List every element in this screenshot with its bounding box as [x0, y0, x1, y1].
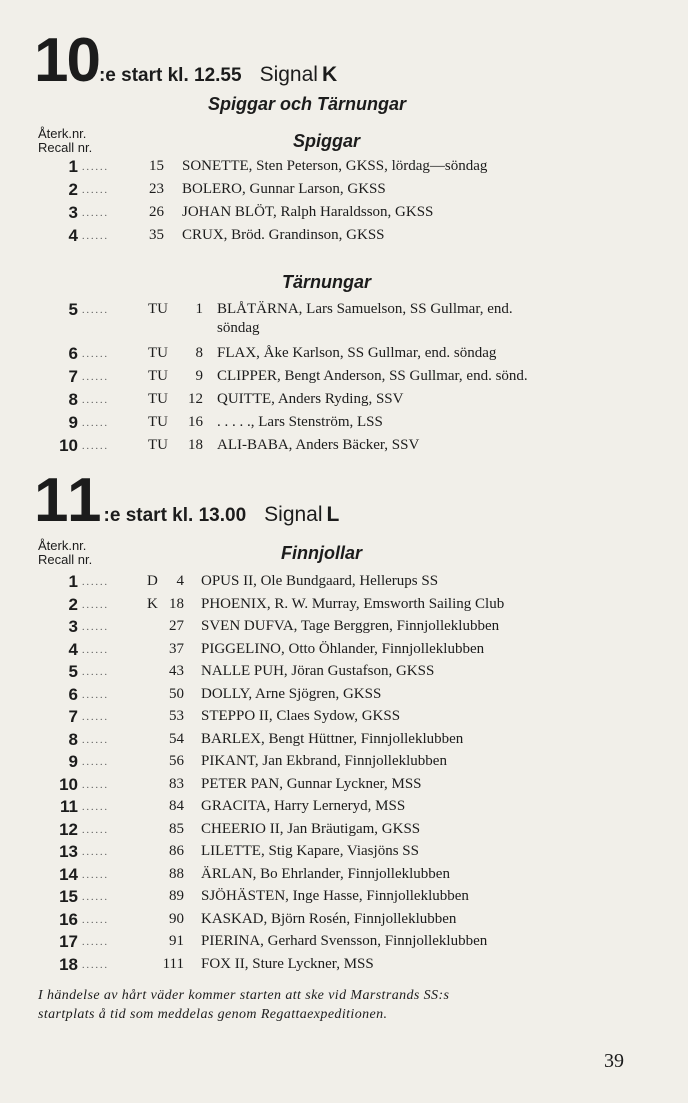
entry-row	[0, 391, 688, 413]
leader-dots: ......	[82, 418, 109, 429]
recall-number: 16	[59, 909, 78, 929]
race-10-start-time: :e start kl. 12.55	[98, 65, 242, 86]
sail-number: 4	[176, 573, 184, 589]
leader-dots: ......	[82, 162, 109, 173]
sail-number: 85	[169, 820, 184, 837]
leader-dots: ......	[82, 305, 109, 316]
weather-footnote	[38, 986, 638, 1024]
entry-row	[0, 641, 688, 663]
boat-and-owner: PIGGELINO, Otto Öhlander, Finnjolleklubben	[201, 640, 485, 657]
sail-number: 37	[169, 640, 184, 657]
footnote-line-1: I händelse av hårt väder kommer starten att ske vid Marstrands SS:s	[38, 988, 450, 1003]
sail-prefix: TU	[148, 414, 168, 430]
recall-number: 3	[68, 617, 78, 636]
recall-number: 7	[68, 367, 78, 386]
entry-row	[0, 731, 688, 753]
entry-row	[0, 933, 688, 955]
sail-number: 18	[188, 437, 203, 453]
sail-number: 27	[169, 618, 184, 634]
recall-number: 1	[68, 157, 78, 176]
entry-row	[0, 888, 688, 910]
leader-dots: ......	[82, 372, 109, 383]
boat-and-owner: BOLERO, Gunnar Larson, GKSS	[182, 181, 386, 197]
recall-number: 13	[59, 842, 78, 861]
leader-dots: ......	[82, 644, 109, 656]
class-title-tarnungar: Tärnungar	[282, 272, 372, 292]
boat-and-owner: DOLLY, Arne Sjögren, GKSS	[201, 685, 382, 702]
recall-number: 8	[68, 729, 78, 749]
race-10-subtitle: Spiggar och Tärnungar	[208, 94, 407, 114]
sail-number: 54	[169, 730, 184, 747]
sail-prefix: TU	[148, 345, 168, 361]
entry-row	[0, 686, 688, 708]
boat-and-owner: ÄRLAN, Bo Ehrlander, Finnjolleklubben	[201, 865, 450, 882]
sail-number: 91	[169, 933, 184, 949]
boat-and-owner: ALI-BABA, Anders Bäcker, SSV	[217, 437, 420, 453]
entry-row	[0, 368, 688, 390]
sail-prefix: TU	[148, 391, 168, 407]
boat-and-owner: PHOENIX, R. W. Murray, Emsworth Sailing Club	[201, 595, 505, 612]
boat-and-owner-continued: söndag	[217, 320, 260, 336]
sail-number: 50	[169, 685, 184, 702]
boat-and-owner: NALLE PUH, Jöran Gustafson, GKSS	[201, 663, 435, 679]
race-10-signal-label: Signal	[259, 63, 318, 86]
boat-and-owner: BLÅTÄRNA, Lars Samuelson, SS Gullmar, end.	[217, 301, 513, 317]
class-title-finnjollar: Finnjollar	[281, 543, 362, 563]
entry-row	[0, 204, 688, 226]
entry-row	[0, 911, 688, 933]
leader-dots: ......	[82, 349, 109, 360]
boat-and-owner: KASKAD, Björn Rosén, Finnjolleklubben	[201, 910, 457, 927]
race-11-header	[34, 466, 340, 535]
leader-dots: ......	[82, 208, 109, 219]
boat-and-owner: . . . . ., Lars Stenström, LSS	[217, 414, 383, 430]
leader-dots: ......	[82, 937, 109, 948]
boat-and-owner: PETER PAN, Gunnar Lyckner, MSS	[201, 775, 422, 792]
entry-row	[0, 956, 688, 978]
sail-number: 15	[149, 158, 164, 174]
recall-number: 12	[59, 819, 78, 839]
race-10-number: 10	[34, 26, 99, 95]
entry-row	[0, 437, 688, 459]
leader-dots: ......	[82, 712, 109, 723]
sail-prefix: D	[147, 573, 158, 589]
entry-row	[0, 181, 688, 203]
sail-prefix: TU	[148, 368, 168, 384]
recall-label-sv: Återk.nr.	[38, 538, 87, 553]
leader-dots: ......	[82, 185, 109, 196]
sail-number: 84	[169, 798, 184, 814]
recall-number: 5	[68, 300, 78, 319]
race-10-recall-heading	[38, 127, 92, 155]
recall-number: 8	[68, 390, 78, 409]
race-11-signal-label: Signal	[264, 503, 323, 526]
leader-dots: ......	[82, 689, 109, 701]
entry-row	[0, 798, 688, 820]
leader-dots: ......	[82, 622, 109, 633]
leader-dots: ......	[82, 802, 109, 813]
leader-dots: ......	[82, 847, 109, 858]
leader-dots: ......	[82, 779, 109, 791]
race-10-header	[34, 26, 338, 95]
recall-number: 2	[68, 594, 78, 614]
entry-row	[0, 866, 688, 888]
recall-label-sv: Återk.nr.	[38, 126, 87, 141]
leader-dots: ......	[82, 441, 109, 452]
entry-row	[0, 573, 688, 595]
boat-and-owner: CLIPPER, Bengt Anderson, SS Gullmar, end. sönd.	[217, 368, 528, 384]
sail-number: 23	[149, 181, 164, 197]
boat-and-owner: SONETTE, Sten Peterson, GKSS, lördag—söndag	[182, 158, 488, 174]
race-11-number: 11	[34, 466, 104, 535]
boat-and-owner: SVEN DUFVA, Tage Berggren, Finnjolleklubben	[201, 618, 500, 634]
boat-and-owner: OPUS II, Ole Bundgaard, Hellerups SS	[201, 573, 439, 589]
sail-number: 35	[149, 227, 164, 243]
sail-number: 26	[149, 204, 164, 220]
entry-row	[0, 618, 688, 640]
leader-dots: ......	[82, 395, 109, 406]
recall-number: 7	[68, 707, 78, 726]
recall-label-en: Recall nr.	[38, 140, 93, 155]
boat-and-owner: PIERINA, Gerhard Svensson, Finnjolleklubben	[201, 933, 488, 949]
recall-number: 15	[59, 887, 78, 906]
recall-number: 6	[68, 684, 78, 704]
boat-and-owner: FLAX, Åke Karlson, SS Gullmar, end. söndag	[217, 345, 497, 361]
entry-row	[0, 821, 688, 843]
entry-row	[0, 843, 688, 865]
footnote-line-2: startplats å tid som meddelas genom Regattaexpeditionen.	[38, 1007, 388, 1022]
boat-and-owner: PIKANT, Jan Ekbrand, Finnjolleklubben	[201, 753, 447, 769]
race-11-start-time: :e start kl. 13.00	[103, 505, 247, 526]
recall-number: 9	[68, 413, 78, 432]
boat-and-owner: STEPPO II, Claes Sydow, GKSS	[201, 708, 401, 724]
recall-number: 17	[59, 932, 78, 951]
boat-and-owner: JOHAN BLÖT, Ralph Haraldsson, GKSS	[182, 204, 434, 220]
recall-number: 3	[68, 203, 78, 222]
recall-number: 9	[68, 752, 78, 771]
sail-number: 89	[169, 888, 184, 904]
sail-number: 18	[169, 595, 184, 612]
recall-number: 4	[68, 226, 78, 245]
entry-row	[0, 345, 688, 367]
boat-and-owner: QUITTE, Anders Ryding, SSV	[217, 391, 404, 407]
race-10-signal-letter: K	[321, 63, 338, 86]
sail-number: 12	[188, 391, 203, 407]
recall-label-en: Recall nr.	[38, 552, 93, 567]
recall-number: 14	[59, 864, 78, 884]
page-number: 39	[604, 1050, 624, 1072]
sail-prefix: K	[147, 595, 158, 612]
boat-and-owner: LILETTE, Stig Kapare, Viasjöns SS	[201, 843, 419, 859]
recall-number: 1	[68, 572, 78, 591]
boat-and-owner: SJÖHÄSTEN, Inge Hasse, Finnjolleklubben	[201, 888, 469, 904]
sail-prefix: TU	[148, 301, 168, 317]
race-11-recall-heading	[38, 539, 92, 567]
recall-number: 10	[59, 774, 78, 794]
leader-dots: ......	[82, 599, 109, 611]
leader-dots: ......	[82, 734, 109, 746]
sail-number: 56	[169, 753, 184, 769]
sail-number: 16	[188, 414, 203, 430]
leader-dots: ......	[82, 757, 109, 768]
entry-row	[0, 414, 688, 436]
sail-number: 1	[195, 301, 203, 317]
recall-number: 18	[59, 954, 78, 974]
leader-dots: ......	[82, 577, 109, 588]
boat-and-owner: CRUX, Bröd. Grandinson, GKSS	[182, 227, 385, 243]
sail-number: 90	[169, 910, 184, 927]
sail-number: 9	[195, 368, 203, 384]
recall-number: 6	[68, 344, 78, 363]
leader-dots: ......	[82, 667, 109, 678]
entry-row	[0, 663, 688, 685]
boat-and-owner: BARLEX, Bengt Hüttner, Finnjolleklubben	[201, 730, 464, 747]
leader-dots: ......	[82, 892, 109, 903]
sail-number: 111	[162, 955, 184, 972]
boat-and-owner: GRACITA, Harry Lerneryd, MSS	[201, 798, 406, 814]
entry-row	[0, 596, 688, 618]
recall-number: 5	[68, 662, 78, 681]
leader-dots: ......	[82, 869, 109, 881]
entry-row	[0, 708, 688, 730]
entry-row	[0, 158, 688, 180]
sail-number: 83	[169, 775, 184, 792]
class-title-spiggar: Spiggar	[293, 131, 361, 151]
entry-row	[0, 753, 688, 775]
leader-dots: ......	[82, 959, 109, 971]
leader-dots: ......	[82, 824, 109, 836]
entry-row	[0, 227, 688, 249]
recall-number: 4	[68, 639, 78, 659]
boat-and-owner: FOX II, Sture Lyckner, MSS	[201, 955, 374, 972]
race-11-signal-letter: L	[326, 503, 340, 526]
leader-dots: ......	[82, 231, 109, 242]
sail-number: 86	[169, 843, 184, 859]
sail-number: 88	[169, 865, 184, 882]
sail-prefix: TU	[148, 437, 168, 453]
recall-number: 10	[59, 436, 78, 455]
sail-number: 53	[169, 708, 184, 724]
entry-row-continuation	[0, 320, 688, 342]
boat-and-owner: CHEERIO II, Jan Bräutigam, GKSS	[201, 820, 421, 837]
recall-number: 2	[68, 180, 78, 199]
sail-number: 8	[195, 345, 203, 361]
sail-number: 43	[169, 663, 184, 679]
leader-dots: ......	[82, 914, 109, 926]
recall-number: 11	[60, 797, 78, 816]
entry-row	[0, 776, 688, 798]
